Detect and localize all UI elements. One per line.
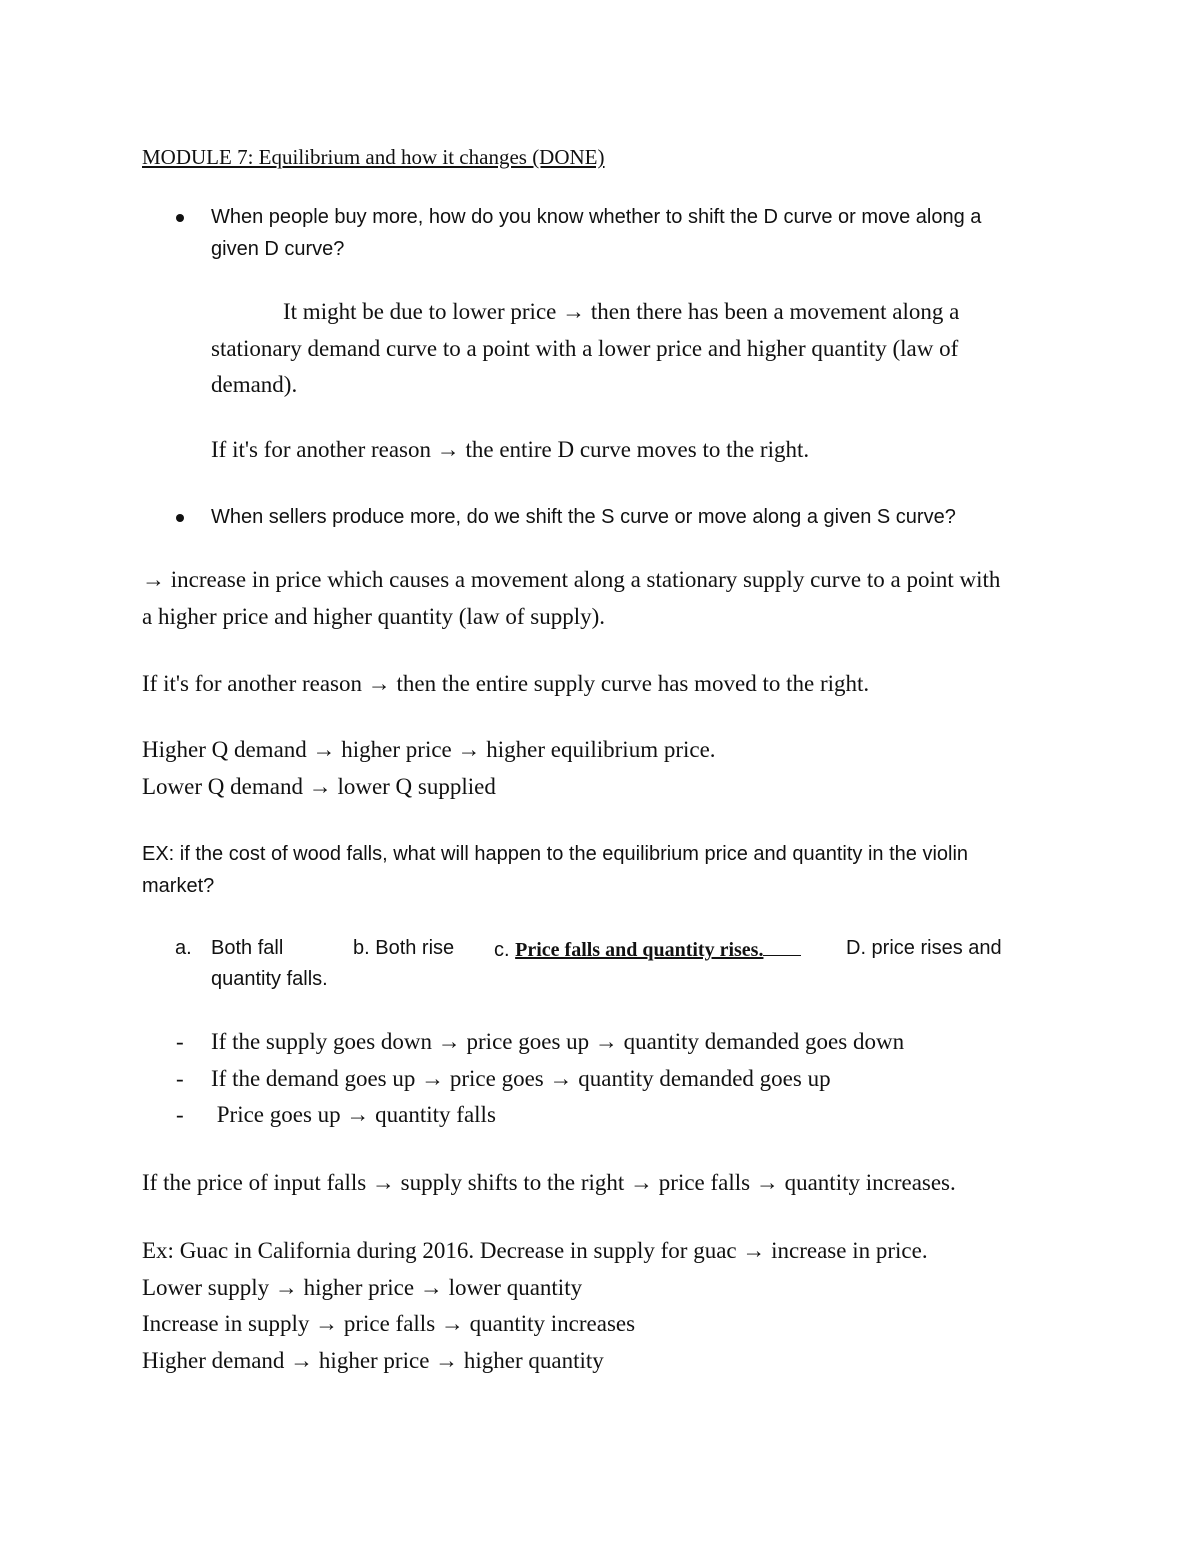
option-a: Both fall — [211, 937, 284, 959]
dash-item-2: If the demand goes up → price goes → quantity demanded goes up — [211, 1066, 831, 1091]
answer-1-line-4: If it's for another reason → the entire D curve moves to the right. — [211, 437, 810, 462]
notes-line-2: Lower Q demand → lower Q supplied — [142, 774, 496, 799]
answer-1-line-1: It might be due to lower price → then there has been a movement along a — [283, 299, 960, 324]
dash-marker-1: - — [176, 1029, 184, 1054]
question-2-line-1: When sellers produce more, do we shift the S curve or move along a given S curve? — [211, 506, 956, 528]
option-b: b. Both rise — [353, 937, 455, 959]
guac-line-2: Lower supply → higher price → lower quantity — [142, 1275, 583, 1300]
dash-marker-2: - — [176, 1066, 184, 1091]
option-d-continued: quantity falls. — [211, 968, 328, 990]
option-c — [494, 937, 801, 962]
example-line-2: market? — [142, 875, 215, 897]
guac-line-4: Higher demand → higher price → higher quantity — [142, 1348, 604, 1373]
guac-line-1: Ex: Guac in California during 2016. Decrease in supply for guac → increase in price. — [142, 1238, 928, 1263]
dash-marker-3: - — [176, 1102, 184, 1127]
dash-item-3: Price goes up → quantity falls — [211, 1102, 496, 1127]
dash-item-1: If the supply goes down → price goes up → quantity demanded goes down — [211, 1029, 905, 1054]
option-d: D. price rises and — [846, 937, 1002, 959]
bullet-dot-2 — [176, 514, 184, 522]
underline-gap — [763, 937, 801, 956]
option-c-answer: Price falls and quantity rises. — [515, 939, 764, 961]
guac-line-3: Increase in supply → price falls → quantity increases — [142, 1311, 636, 1336]
answer-2-line-1: → increase in price which causes a movement along a stationary supply curve to a point with — [142, 567, 1001, 592]
answer-2-line-3: If it's for another reason → then the entire supply curve has moved to the right. — [142, 671, 870, 696]
option-c-prefix: c. — [494, 939, 516, 961]
example-line-1: EX: if the cost of wood falls, what will happen to the equilibrium price and quantity in the violin — [142, 843, 969, 865]
answer-1-line-3: demand). — [211, 372, 298, 397]
option-a-marker: a. — [175, 937, 192, 959]
input-note: If the price of input falls → supply shifts to the right → price falls → quantity increases. — [142, 1170, 956, 1195]
page-title: MODULE 7: Equilibrium and how it changes (DONE) — [142, 145, 605, 169]
question-1-line-1: When people buy more, how do you know whether to shift the D curve or move along a — [211, 206, 982, 228]
question-1-line-2: given D curve? — [211, 238, 345, 260]
answer-2-line-2: a higher price and higher quantity (law of supply). — [142, 604, 606, 629]
bullet-dot-1 — [176, 214, 184, 222]
answer-1-line-2: stationary demand curve to a point with a lower price and higher quantity (law of — [211, 336, 959, 361]
notes-line-1: Higher Q demand → higher price → higher equilibrium price. — [142, 737, 716, 762]
